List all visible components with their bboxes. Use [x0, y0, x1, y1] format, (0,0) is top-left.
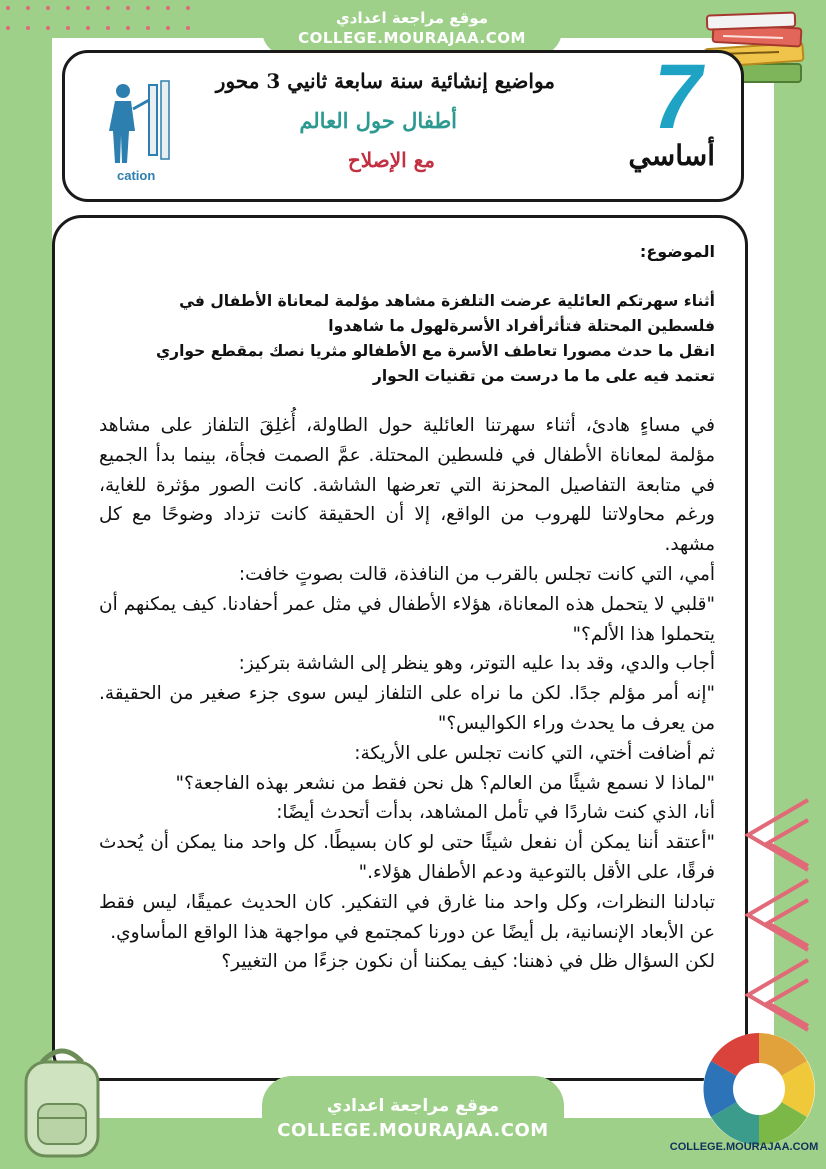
decorative-dot: [26, 6, 30, 10]
topic-task: [99, 289, 715, 389]
essay-paragraph: أمي، التي كانت تجلس بالقرب من النافذة، قالت بصوتٍ خافت:: [238, 563, 715, 585]
essay-paragraph: "لماذا لا نسمع شيئًا من العالم؟ هل نحن فقط من نشعر بهذه الفاجعة؟": [175, 772, 715, 794]
site-name: موقع مراجعة اعدادي: [336, 9, 488, 27]
decorative-dot: [186, 6, 190, 10]
decorative-dot: [46, 6, 50, 10]
page-subtitle-theme: أطفال حول العالم: [299, 108, 457, 133]
decorative-dot: [66, 6, 70, 10]
site-url-caption[interactable]: COLLEGE.MOURAJAA.COM: [669, 1141, 819, 1153]
decorative-dot: [146, 6, 150, 10]
decorative-dot: [106, 6, 110, 10]
site-banner-top: [262, 0, 562, 56]
backpack-icon: [12, 1040, 112, 1160]
essay-paragraph: "إنه أمر مؤلم جدًا. لكن ما نراه على التلفاز ليس سوى جزء صغير من الحقيقة. من يعرف ما يحدث وراء الكواليس؟": [99, 683, 715, 734]
task-line: فلسطين المحتلة فتأثرأفراد الأسرةلهول ما شاهدوا: [328, 317, 715, 335]
decorative-dot: [126, 6, 130, 10]
task-line: انقل ما حدث مصورا تعاطف الأسرة مع الأطفالو مثريا نصك بمقطع حواري: [155, 342, 715, 360]
essay-paragraph: "قلبي لا يتحمل هذه المعاناة، هؤلاء الأطفال في مثل عمر أحفادنا. كيف يمكنهم أن يتحملوا هذا الألم؟": [99, 593, 715, 645]
decorative-dot: [86, 6, 90, 10]
essay-paragraph: تبادلنا النظرات، وكل واحد منا غارق في التفكير. كان الحديث عميقًا، ليس فقط عن الأبعاد الإنسانية، بل أيضًا عن دورنا كمجتمع في مواجهة هذا الواقع المأساوي.: [99, 891, 715, 943]
logo-caption: cation: [117, 168, 156, 183]
page-subtitle-correction: مع الإصلاح: [347, 148, 435, 172]
decorative-dot: [6, 6, 10, 10]
decorative-dot: [26, 26, 30, 30]
topic-label: الموضوع:: [639, 242, 715, 261]
content-card: [52, 215, 748, 1081]
decorative-dots: [2, 0, 202, 40]
task-line: أثناء سهرتكم العائلية عرضت التلفزة مشاهد مؤلمة لمعاناة الأطفال في: [179, 292, 715, 310]
site-url-link[interactable]: COLLEGE.MOURAJAA.COM: [277, 1120, 549, 1141]
decorative-dot: [146, 26, 150, 30]
essay-paragraph: ثم أضافت أختي، التي كانت تجلس على الأريكة:: [354, 742, 715, 764]
chevron-icon: [738, 795, 818, 1035]
decorative-dot: [66, 26, 70, 30]
decorative-dot: [186, 26, 190, 30]
essay-paragraph: أجاب والدي، وقد بدا عليه التوتر، وهو ينظر إلى الشاشة بتركيز:: [238, 653, 715, 675]
decorative-dot: [6, 26, 10, 30]
decorative-dot: [106, 26, 110, 30]
site-banner-bottom: [262, 1076, 564, 1169]
decorative-dot: [46, 26, 50, 30]
decorative-dot: [166, 6, 170, 10]
essay-paragraph: في مساءٍ هادئ، أثناء سهرتنا العائلية حول الطاولة، أُغلِقَ التلفاز على مشاهد مؤلمة لمعاناة الأطفال في فلسطين المحتلة. عمَّ الصمت فجأة، بينما بدأ الجميع في متابعة التفاصيل المحزنة التي تعرضها الشاشة. كانت الصور مؤثرة للغاية، ورغم محاولاتنا للهروب من الواقع، إلا أن الحقيقة كانت تزداد وضوحًا مع كل مشهد.: [99, 415, 715, 556]
grade-label: أساسي: [628, 139, 715, 172]
essay-paragraph: أنا، الذي كنت شاردًا في تأمل المشاهد، بدأت أتحدث أيضًا:: [276, 802, 715, 824]
content-body: [99, 232, 715, 977]
site-url-link[interactable]: COLLEGE.MOURAJAA.COM: [298, 29, 526, 47]
teacher-logo-icon: [105, 79, 177, 183]
header-card: [62, 46, 744, 202]
education-wheel-icon: [700, 1030, 818, 1148]
decorative-dot: [166, 26, 170, 30]
essay-paragraph: لكن السؤال ظل في ذهننا: كيف يمكننا أن نكون جزءًا من التغيير؟: [221, 951, 715, 973]
site-name: موقع مراجعة اعدادي: [326, 1096, 500, 1116]
page-title: مواضيع إنشائية سنة سابعة ثانيي 3 محور: [215, 69, 555, 93]
task-line: تعتمد فيه على ما ما درست من تقنيات الحوار: [372, 367, 715, 385]
essay-text: [99, 411, 715, 977]
decorative-dot: [126, 26, 130, 30]
grade-number: 7: [642, 46, 713, 148]
decorative-dot: [86, 26, 90, 30]
essay-paragraph: "أعتقد أننا يمكن أن نفعل شيئًا حتى لو كان بسيطًا. كل واحد منا يمكن أن يُحدث فرقًا، على الأقل بالتوعية ودعم الأطفال هؤلاء.": [99, 832, 715, 883]
